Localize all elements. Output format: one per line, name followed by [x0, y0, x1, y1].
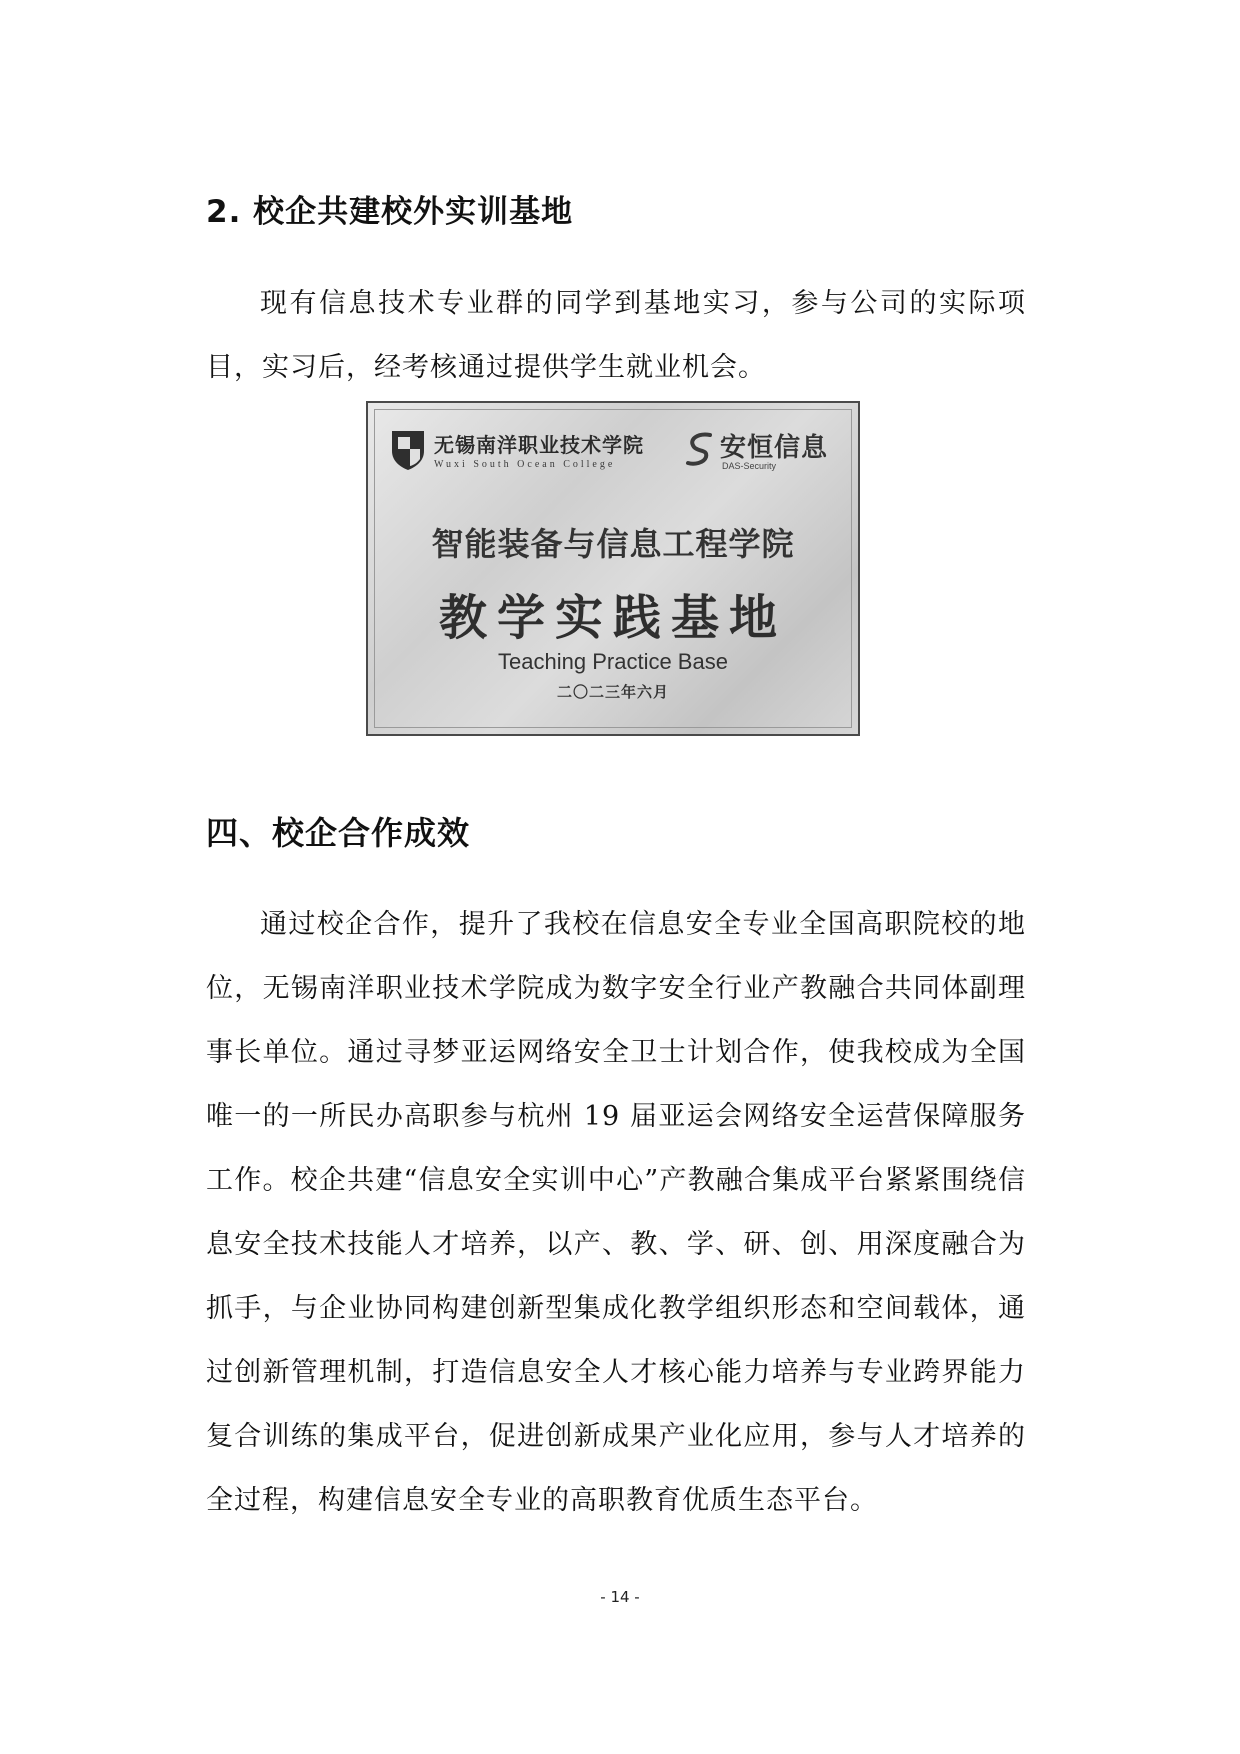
plaque-college-name: 智能装备与信息工程学院 — [431, 525, 795, 563]
plaque-main-title: 教学实践基地 — [438, 590, 787, 646]
section-2-paragraph-text: 现有信息技术专业群的同学到基地实习，参与公司的实际项目，实习后，经考核通过提供学生就业机会。 — [206, 288, 1026, 383]
page-number: - 14 - — [600, 1588, 640, 1606]
company-logo-icon — [684, 431, 716, 469]
plaque-english-title: Teaching Practice Base — [498, 649, 728, 674]
company-name-en: DAS-Security — [722, 461, 777, 471]
company-name-cn: 安恒信息 — [720, 433, 829, 463]
section-2-paragraph — [206, 272, 1026, 400]
school-name-en: Wuxi South Ocean College — [434, 459, 616, 470]
school-shield-icon — [390, 429, 426, 471]
plaque-date: 二〇二三年六月 — [556, 683, 669, 701]
teaching-practice-base-plaque-photo — [366, 401, 860, 736]
section-4-heading: 四、校企合作成效 — [206, 814, 471, 852]
section-2-heading: 2. 校企共建校外实训基地 — [206, 194, 574, 230]
section-4-paragraph-text: 通过校企合作，提升了我校在信息安全专业全国高职院校的地位，无锡南洋职业技术学院成为数字安全行业产教融合共同体副理事长单位。通过寻梦亚运网络安全卫士计划合作，使我校成为全国唯一的一所民办高职参与杭州 19 届亚运会网络安全运营保障服务工作。校企共建“信息安全实训中心”产教融合集成平台紧紧围绕信息安全技术技能人才培养，以产、教、学、研、创、用深度融合为抓手，与企业协同构建创新型集成化教学组织形态和空间载体，通过创新管理机制，打造信息安全人才核心能力培养与专业跨界能力复合训练的集成平台，促进创新成果产业化应用，参与人才培养的全过程，构建信息安全专业的高职教育优质生态平台。 — [206, 909, 1026, 1516]
section-4-paragraph — [206, 893, 1026, 1533]
school-name-cn: 无锡南洋职业技术学院 — [434, 433, 644, 457]
